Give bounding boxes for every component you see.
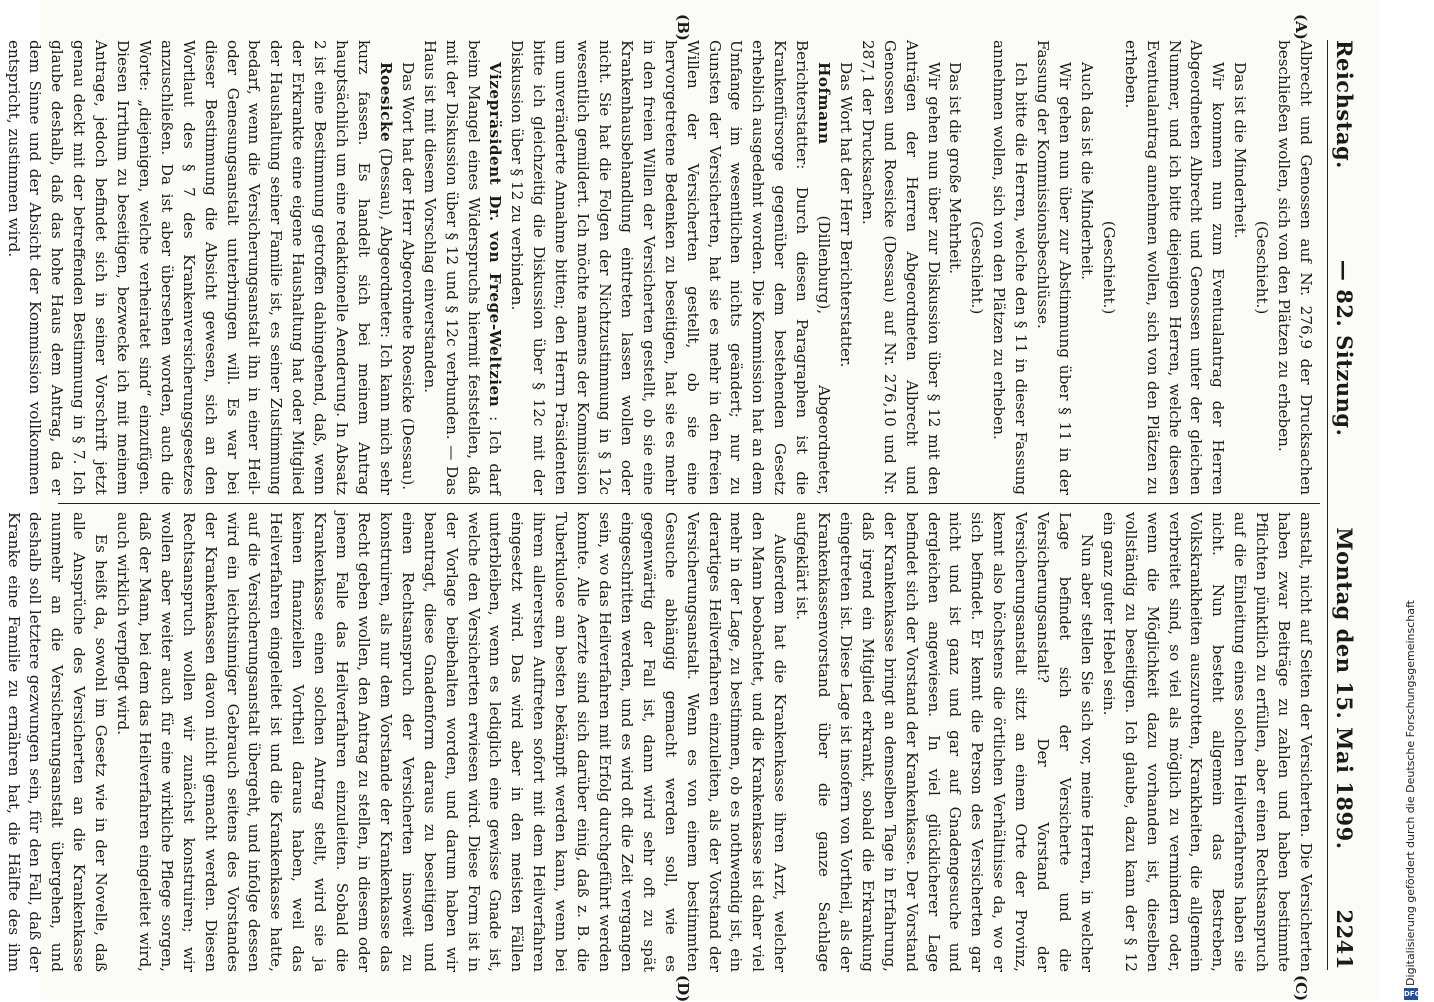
speaker-name: Hofmann: [815, 62, 834, 145]
body-paragraph: anstalt, nicht auf Seiten der Versicherten. Die Versicherten haben zwar Beiträge zu zahlen und haben bestimmte Pflichten pünktlich zu erfüllen, aber einen Rechtsanspruch auf die Einleitung eines solchen Heilverfahrens haben sie nicht. Nun besteht allgemein das Bestreben, Volkskrankheiten auszurotten, Krankheiten, die allgemein verbreitet sind, so viel als möglich zu vermindern oder, wenn die Möglichkeit dazu vorhanden ist, dieselben vollständig zu beseitigen. Ich glaube, dazu kann der § 12 ein ganz guter Hebel sein.: [1099, 512, 1315, 972]
body-paragraph: Wir gehen nun über zur Diskussion über § 12 mit den Anträgen der Herren Abgeordneten Albrecht und Genossen und Roesicke (Dessau) auf Nr. 276,10 und Nr. 287,1 der Drucksachen.: [858, 40, 943, 495]
dfg-logo: DFG: [1404, 990, 1421, 998]
stage-direction: (Geschieht.): [968, 220, 987, 315]
header-date: Montag den 15. Mai 1899.: [1332, 527, 1358, 850]
body-paragraph: Das ist die Minderheit.: [1231, 62, 1250, 239]
speech-text: : Ich darf beim Mangel eines Widerspruchs hiermit feststellen, daß mit der Diskussion über § 12 und § 12c verbunden. — Das Haus ist mit diesem Vorschlag einverstanden.: [420, 40, 505, 495]
page-number: 2241: [1332, 909, 1358, 970]
body-paragraph: [0, 40, 2, 495]
margin-marker-d: (D): [674, 975, 692, 1002]
speaker-name: Roesicke: [376, 62, 395, 143]
digitization-sidebar: [1400, 0, 1434, 1000]
body-paragraph: Das ist die große Mehrheit.: [946, 62, 965, 275]
body-paragraph: Albrecht und Genossen auf Nr. 276,9 der Drucksachen beschließen wollen, sich von den Plätzen zu erheben.: [1275, 40, 1315, 495]
speech-paragraph: [2, 40, 396, 495]
margin-marker-a: (A): [1292, 14, 1310, 40]
speaker-name: Vizepräsident Dr. von Frege-Weltzien: [486, 62, 505, 408]
margin-marker-c: (C): [1292, 975, 1310, 1002]
speech-text: (Dessau), Abgeordneter: Ich kann mich sehr kurz fassen. Es handelt sich bei meinem Antrag hauptsächlich um eine redaktionelle Aenderung. In Absatz 2 ist eine Bestimmung getroffen dahingehend, daß, wenn der Erkrankte eine eigene Haushaltung hat oder Mitglied der Haushaltung seiner Familie ist, es seiner Zustimmung bedarf, wenn die Versicherungsanstalt ihn in einer Heil- oder Genesungsanstalt unterbringen will. Es war bei dieser Bestimmung die Absicht gewesen, sich an den Wortlaut des § 7 des Krankenversicherungsgesetzes anzuschließen. Da ist aber übersehen worden, auch die Worte: „diejenigen, welche verheiratet sind“ einzufügen. Diesen Irrthum zu beseitigen, bezwecke ich mit meinem Antrage, jedoch befindet sich in seiner Vorschrift jetzt genau deckt mit der betreffenden Bestimmung in § 7. Ich glaube deshalb, daß das hohe Haus dem Antrag, da er dem Sinne und der Absicht der Kommission vollkommen entspricht, zustimmen wird.: [4, 40, 395, 495]
stage-direction: (Geschieht.): [1099, 220, 1118, 315]
body-paragraph: Wir kommen nun zum Eventualantrag der Herren Abgeordneten Albrecht und Genossen unter der gleichen Nummer, und ich bitte diejenigen Herren, welche diesen Eventualantrag annehmen wollen, sich von den Plätzen zu erheben.: [1121, 40, 1228, 495]
column-divider: [58, 503, 1320, 504]
stage-direction: (Geschieht.): [1253, 220, 1272, 315]
header-session: — 82. Sitzung.: [1332, 259, 1358, 437]
header-left: Reichstag.: [1332, 40, 1358, 169]
rotated-page: [4, 0, 1380, 1002]
speech-paragraph: [505, 40, 834, 495]
body-paragraph: Nun aber stellen Sie sich vor, meine Herren, in welcher Lage befindet sich der Versicherte und die Versicherungsanstalt? Der Vorstand der Versicherungsanstalt sitzt an einem Orte der Provinz, kennt also höchstens die örtlichen Verhältnisse da, wo er sich befindet. Er kennt die Person des Versicherten gar nicht und ist ganz und gar auf Gnadengesuche und dergleichen angewiesen. In viel glücklicherer Lage befindet sich der Vorstand der Krankenkasse. Der Vorstand der Krankenkasse bringt an demselben Tage in Erfahrung, daß irgend ein Mitglied erkrankt, sobald die Erkrankung eingetreten ist. Diese Lage ist insofern von Vortheil, als der Krankenkassenvorstand über die ganze Sachlage aufgeklärt ist.: [793, 512, 1096, 972]
page-header: [1327, 40, 1362, 970]
body-paragraph: Ich bitte die Herren, welche den § 11 in dieser Fassung annehmen wollen, sich von den Plätzen zu erheben.: [990, 40, 1031, 495]
body-paragraph: Das Wort hat der Herr Abgeordnete Roesicke (Dessau).: [398, 62, 417, 491]
speech-paragraph: [418, 40, 506, 495]
body-paragraph: Das Wort hat der Herr Berichterstatter.: [836, 62, 855, 368]
speech-text: (Dillenburg), Abgeordneter, Berichterstatter: Durch diesen Paragraphen ist die Krankenfürsorge gegenüber dem bestehenden Gesetz erheblich ausgedehnt worden. Die Kommission hat an dem Umfange im wesentlichen nichts geändert; nur zu Gunsten der Versicherten, hat sie es mehr in den freien Willen der Versicherten gestellt, ob sie eine hervorgetretene Bedenken zu beseitigen, hat sie es mehr in den freien Willen der Versicherten gestellt, ob sie eine Krankenhausbehandlung eintreten lassen wollen oder nicht. Sie hat die Folgen der Nichtzustimmung in § 12c wesentlich gemildert. Ich möchte namens der Kommission um unveränderte Annahme bitten; den Herrn Präsidenten bitte ich gleichzeitig die Diskussion über § 12c mit der Diskussion über § 12 zu verbinden.: [508, 40, 834, 495]
body-paragraph: Auch das ist die Minderheit.: [1077, 62, 1096, 280]
body-paragraph: Außerdem hat die Krankenkasse ihren Arzt, welcher den Mann beobachtet, und die Krankenkasse ist daher viel mehr in der Lage, zu bestimmen, ob es nothwendig ist, ein derartiges Heilverfahren einzuleiten, als der Vorstand der Versicherungsanstalt. Wenn es von einem bestimmten Gesuche abhängig gemacht werden soll, wie es gegenwärtig der Fall ist, dann wird sehr oft zu spät eingeschritten werden, und es wird oft die Zeit vergangen sein, wo das Heilverfahren mit Erfolg durchgeführt werden konnte. Alle Aerzte sind sich darüber einig, daß z. B. die Tuberkulose am besten bekämpft werden kann, wenn bei ihrem allerersten Auftreten sofort mit dem Heilverfahren eingesetzt wird. Das wird aber in den meisten Fällen unterbleiben, wenn es lediglich eine gewisse Gnade ist, welche den Versicherten erwiesen wird. Diese Form ist in der Vorlage beibehalten worden, und darum haben wir beantragt, diese Gnadenform daraus zu beseitigen und einen Rechtsanspruch der Versicherten insoweit zu konstruiren, als nur dem Vorstande der Krankenkasse das Recht geben wollen, den Antrag zu stellen, in diesem oder jenem Falle das Heilverfahren einzuleiten. Sobald die Krankenkasse einen solchen Antrag stellt, wird sie ja keinen finanziellen Vortheil daraus haben, weil das Heilverfahren eingeleitet ist und die Krankenkasse hatte, auf die Versicherungsanstalt übergeht, und infolge dessen wird ein leichtsinniger Gebrauch seitens des Vorstandes der Krankenkassen davon nicht gemacht werden. Diesen Rechtsanspruch wollen wir zunächst konstruiren; wir wollen aber weiter auch für eine wirkliche Pflege sorgen, daß der Mann, bei dem das Heilverfahren eingeleitet wird, auch wirklich verpflegt wird.: [114, 512, 790, 972]
margin-marker-b: (B): [674, 14, 692, 41]
body-paragraph: Es heißt da, sowohl im Gesetz wie in der Novelle, daß alle Ansprüche des Versicherten an die Krankenkasse nunmehr an die Versicherungsanstalt übergehen, und deshalb soll letztere gezwungen sein, für den Fall, daß der Kranke eine Familie zu ernähren hat, die Hälfte des ihm: [4, 512, 111, 972]
body-paragraph: Wir gehen nun über zur Abstimmung über § 11 in der Fassung der Kommissionsbeschlüsse.: [1034, 40, 1075, 495]
right-column: [4, 512, 1316, 972]
funding-credit: Digitalisierung gefördert durch die Deutsche Forschungsgemeinschaft: [1404, 600, 1417, 986]
left-column: [4, 40, 1316, 495]
